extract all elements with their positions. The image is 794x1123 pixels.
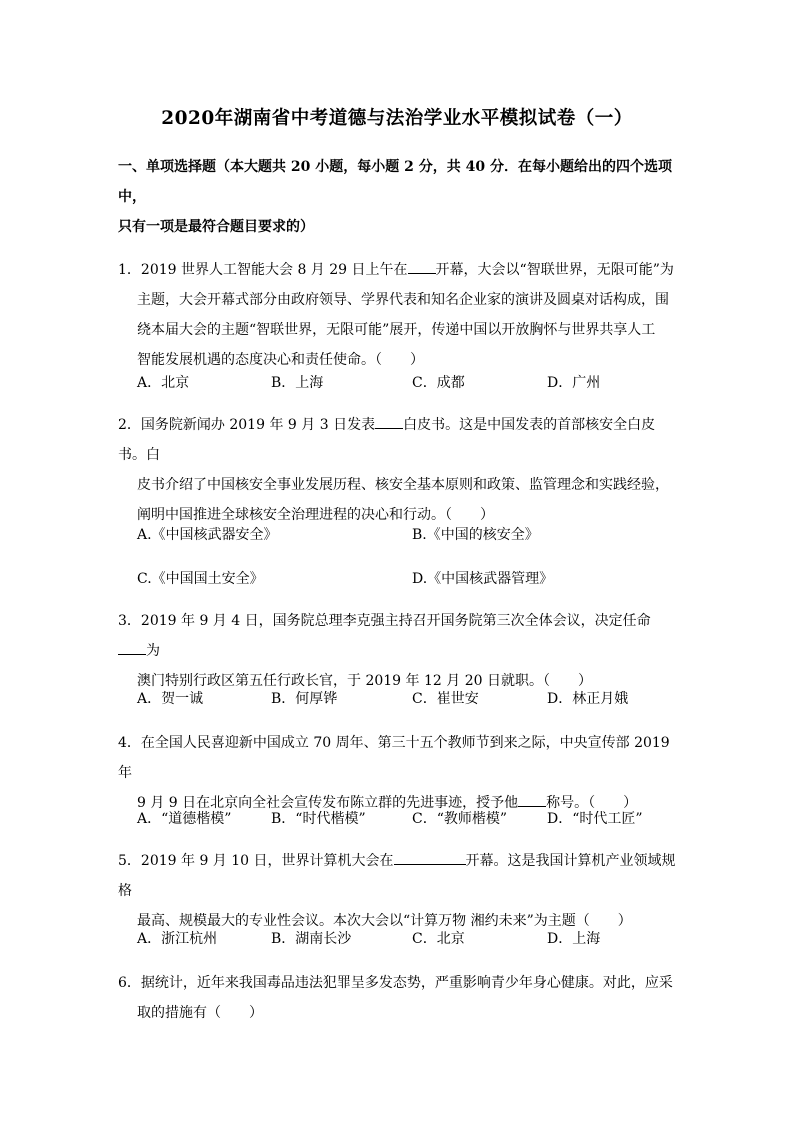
- question-text: 主题，大会开幕式部分由政府领导、学界代表和知名企业家的演讲及圆桌对话构成，围: [137, 292, 669, 308]
- section-heading-line1: 一、单项选择题（本大题共 20 小题，每小题 2 分，共 40 分．在每小题给出的四个选项中，: [118, 159, 672, 205]
- question-4: [118, 728, 678, 818]
- question-number: 2．: [118, 417, 141, 433]
- question-text: 皮书介绍了中国核安全事业发展历程、核安全基本原则和政策、监管理念和实践经验，: [137, 477, 669, 493]
- option-b: B．何厚铧: [271, 691, 338, 707]
- answer-blank: [394, 850, 466, 865]
- option-b: B．“时代楷模”: [271, 811, 366, 827]
- question-number: 3．: [118, 613, 141, 629]
- question-number: 1．: [118, 262, 141, 278]
- option-c: C．成都: [412, 375, 465, 391]
- option-a: A．浙江杭州: [137, 931, 218, 947]
- option-b: B．湖南长沙: [271, 931, 352, 947]
- option-c: C．崔世安: [412, 691, 479, 707]
- option-d: D.《中国核武器管理》: [412, 571, 554, 587]
- answer-blank: [118, 640, 146, 655]
- question-text: 最高、规模最大的专业性会议。本次大会以“计算万物 湘约未来”为主题（ ）: [137, 913, 632, 929]
- option-a: A.《中国核武器安全》: [137, 527, 278, 543]
- option-d: D．林正月娥: [547, 691, 629, 707]
- question-text: 2019 世界人工智能大会 8 月 29 日上午在: [140, 262, 408, 278]
- question-text: 开幕。这是我国计算机产业领域规格: [118, 853, 676, 899]
- option-b: B．上海: [271, 375, 324, 391]
- question-1: [118, 255, 678, 375]
- question-text: 取的措施有（ ）: [137, 1005, 263, 1021]
- options-row: [137, 524, 697, 546]
- question-2: [118, 410, 678, 530]
- option-a: A．贺一诚: [137, 691, 204, 707]
- question-text: 澳门特别行政区第五任行政长官，于 2019 年 12 月 20 日就职。（ ）: [137, 673, 592, 689]
- question-text: 阐明中国推进全球核安全治理进程的决心和行动。（ ）: [137, 507, 494, 523]
- option-c: C．北京: [412, 931, 465, 947]
- question-text: 2019 年 9 月 10 日，世界计算机大会在: [140, 853, 394, 869]
- question-text: 称号。（ ）: [546, 795, 638, 811]
- question-number: 5．: [118, 853, 141, 869]
- options-row: [137, 688, 697, 710]
- section-heading: [118, 152, 688, 242]
- question-text: 9 月 9 日在北京向全社会宣传发布陈立群的先进事迹，授予他: [137, 795, 519, 811]
- answer-blank: [408, 259, 436, 274]
- option-d: D．上海: [547, 931, 601, 947]
- question-5: [118, 846, 678, 936]
- question-text: 智能发展机遇的态度决心和责任使命。（ ）: [137, 352, 424, 368]
- question-text: 国务院新闻办 2019 年 9 月 3 日发表: [140, 417, 376, 433]
- question-text: 在全国人民喜迎新中国成立 70 周年、第三十五个教师节到来之际，中央宣传部 2019 年: [118, 735, 670, 781]
- question-number: 6．: [118, 975, 141, 991]
- exam-title: 2020年湖南省中考道德与法治学业水平模拟试卷（一）: [161, 108, 633, 129]
- options-row: [137, 568, 697, 590]
- answer-blank: [375, 414, 403, 429]
- question-6: [118, 968, 678, 1028]
- question-text: 据统计，近年来我国毒品违法犯罪呈多发态势，严重影响青少年身心健康。对此，应采: [140, 975, 673, 991]
- question-3: [118, 606, 678, 696]
- answer-blank: [518, 792, 546, 807]
- question-text: 绕本届大会的主题“智联世界，无限可能”展开，传递中国以开放胸怀与世界共享人工: [137, 322, 656, 338]
- option-d: D．“时代工匠”: [547, 811, 643, 827]
- question-text: 为: [146, 643, 160, 659]
- option-c: C．“教师楷模”: [412, 811, 508, 827]
- question-text: 白皮书。这是中国发表的首部核安全白皮书。白: [118, 417, 656, 463]
- options-row: [137, 808, 697, 830]
- option-a: A．“道德楷模”: [137, 811, 232, 827]
- options-row: [137, 928, 697, 950]
- question-number: 4．: [118, 735, 141, 751]
- section-heading-line2: 只有一项是最符合题目要求的）: [118, 219, 314, 235]
- question-text: 2019 年 9 月 4 日，国务院总理李克强主持召开国务院第三次全体会议，决定任命: [140, 613, 651, 629]
- option-b: B.《中国的核安全》: [412, 527, 539, 543]
- option-a: A．北京: [137, 375, 190, 391]
- option-c: C.《中国国土安全》: [137, 571, 264, 587]
- options-row: [137, 372, 697, 394]
- option-d: D．广州: [547, 375, 601, 391]
- question-text: 开幕，大会以“智联世界，无限可能”为: [435, 262, 674, 278]
